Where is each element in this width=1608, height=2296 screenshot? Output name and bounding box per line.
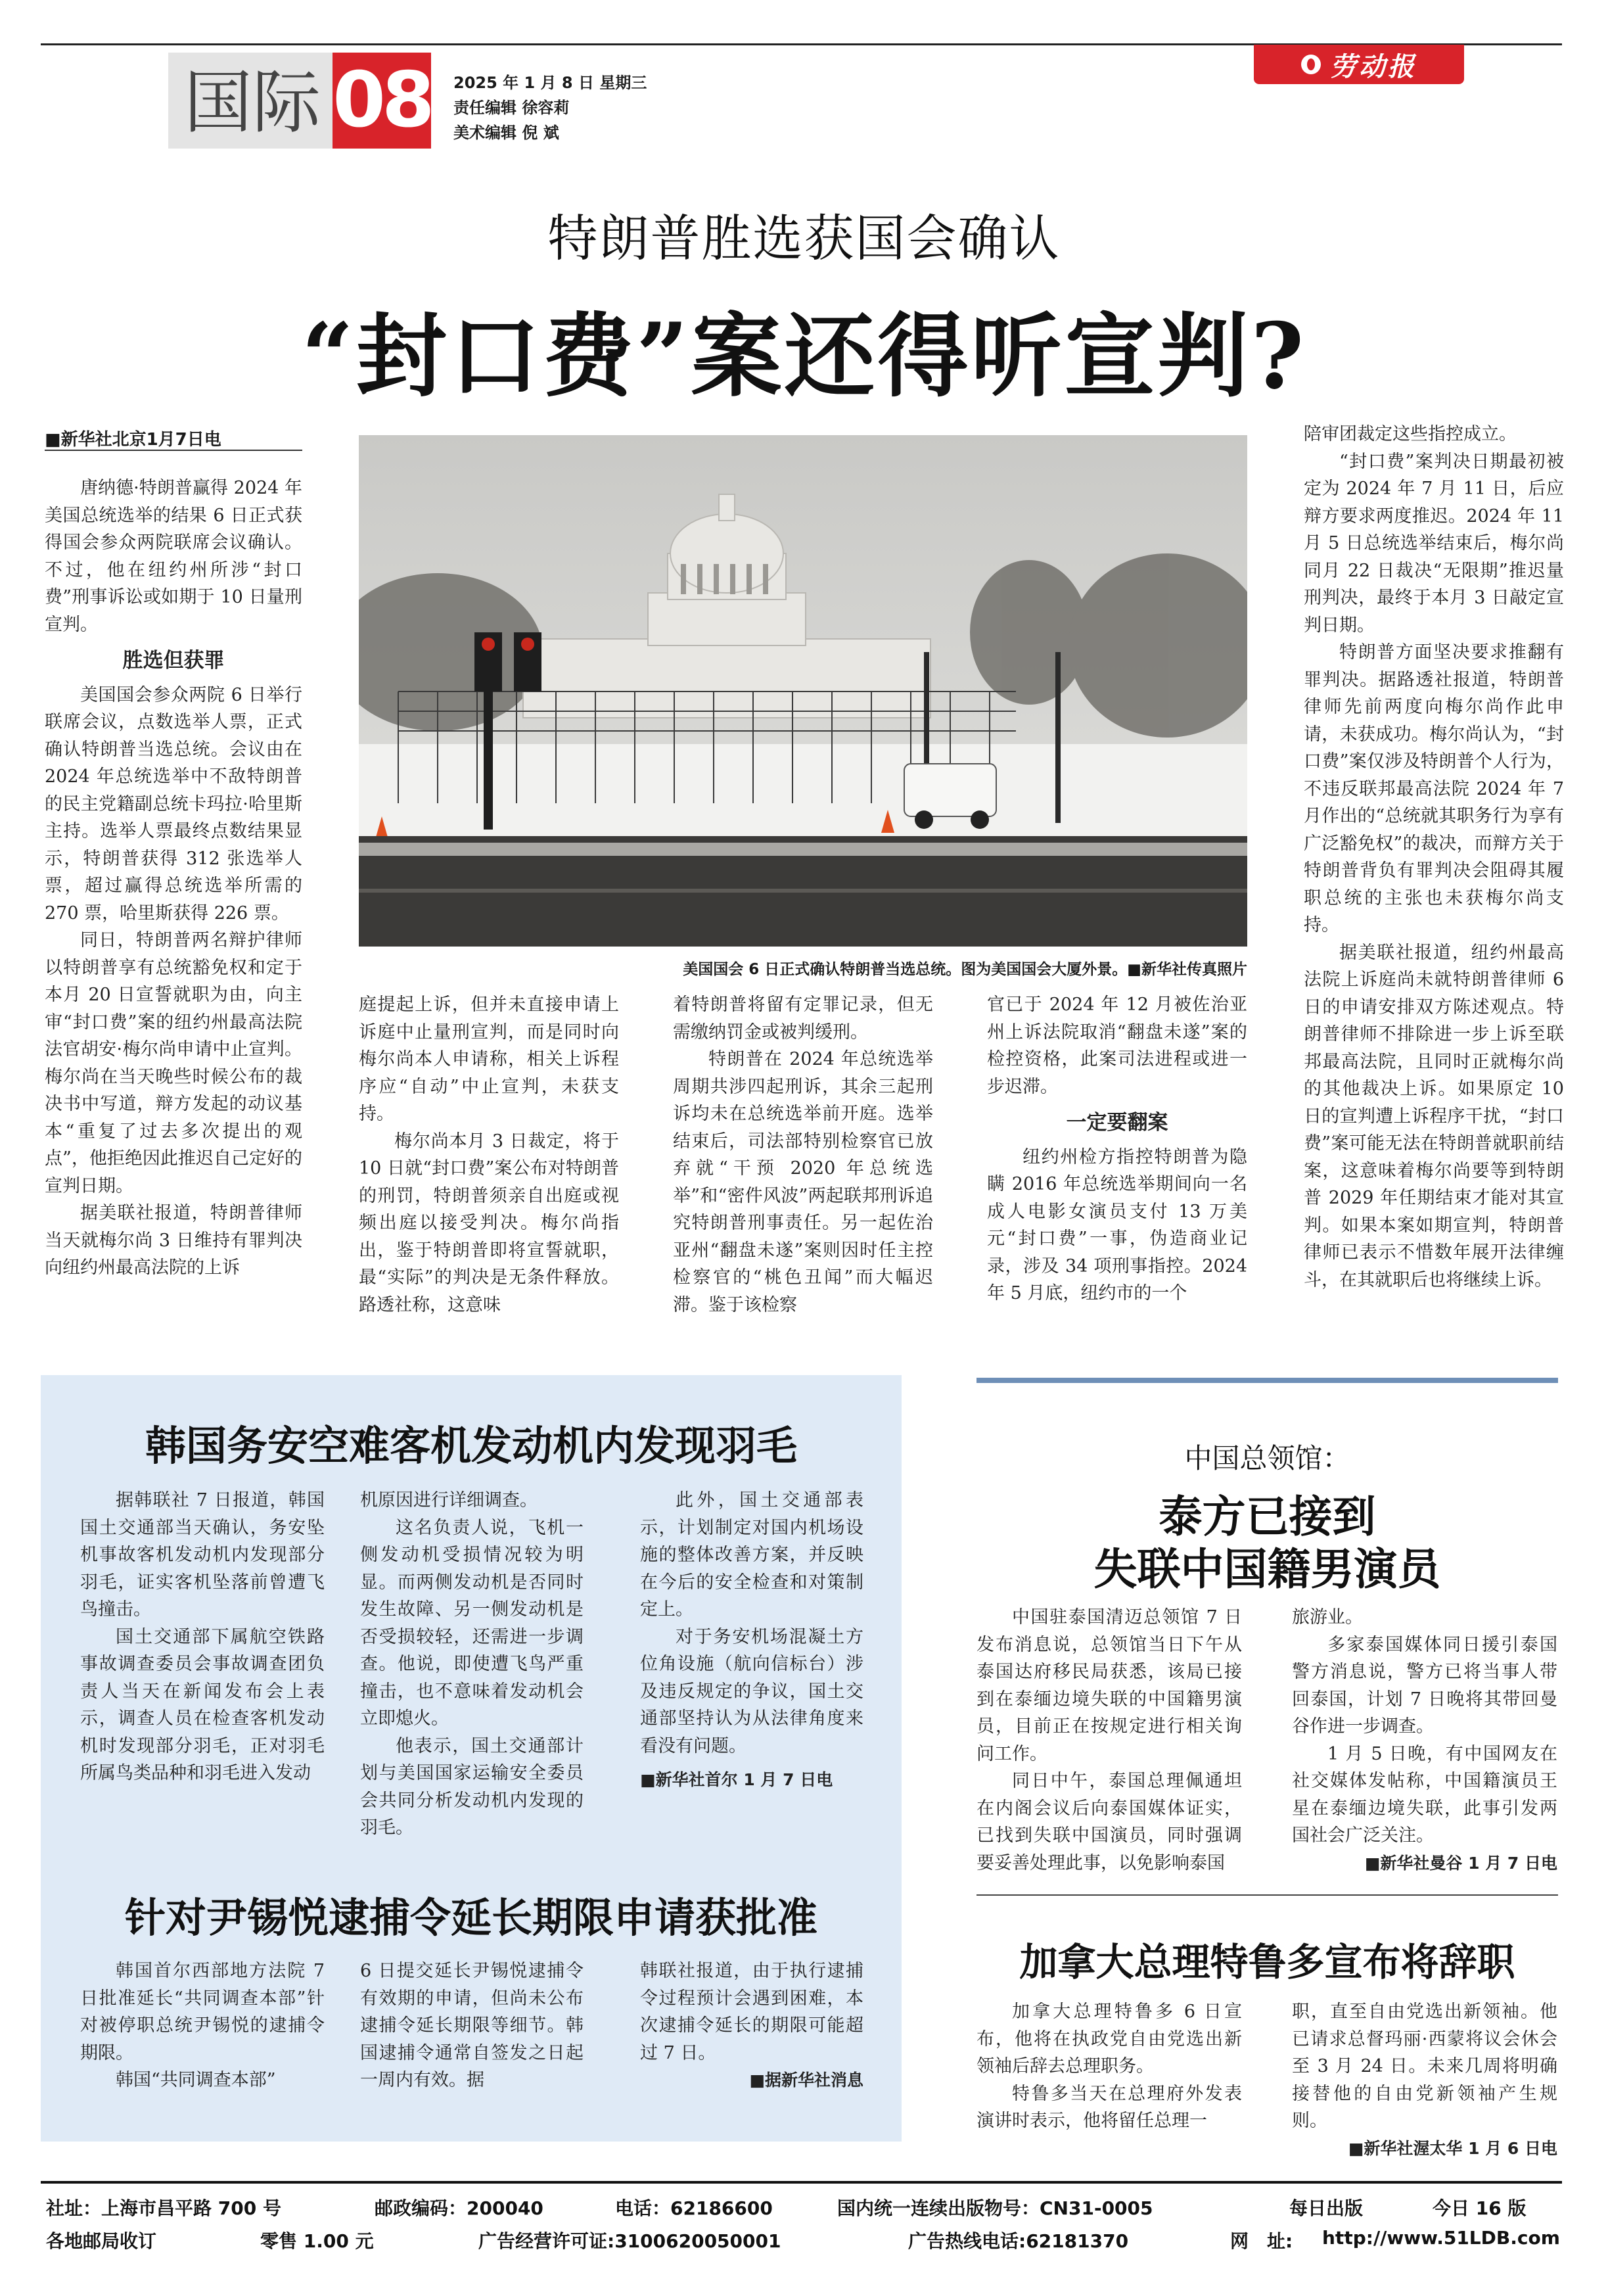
main-paragraph: 美国国会参众两院 6 日举行联席会议，点数选举人票，正式确认特朗普当选总统。会议由在 2024 年总统选举中不敌特朗普的民主党籍副总统卡玛拉·哈里斯主持。选举人票最终点数结果显示，特朗普获得 312 张选举人票，超过赢得总统选举所需的 270 票，哈里斯获得 226 票。 [45, 684, 302, 924]
canada-paragraph: 职，直至自由党选出新领袖。他已请求总督玛丽·西蒙将议会休会至 3 月 24 日。未来几周将明确接替他的自由党新领袖产生规则。 [1292, 2002, 1557, 2131]
footer-website-label: 网 址: [1230, 2230, 1293, 2252]
thai-paragraph: 中国驻泰国清迈总领馆 7 日发布消息说，总领馆当日下午从泰国达府移民局获悉，该局已接到在泰缅边境失联的中国籍男演员，目前正在按规定进行相关询问工作。 [976, 1607, 1242, 1764]
korea-column-3 [640, 1487, 863, 1794]
section-label: 国际 [183, 62, 321, 143]
korea-paragraph: 据韩联社 7 日报道，韩国国土交通部当天确认，务安坠机事故客机发动机内发现部分羽毛，证实客机坠落前曾遭飞鸟撞击。 [80, 1490, 325, 1620]
thai-bottom-rule [976, 1894, 1558, 1896]
yoon-source: ■据新华社消息 [749, 2071, 863, 2090]
footer-pages: 今日 16 版 [1433, 2197, 1527, 2219]
footer-ad-license: 广告经营许可证:3100620050001 [478, 2230, 781, 2252]
masthead [0, 0, 1608, 158]
footer-rule [41, 2181, 1562, 2184]
subheading-2: 一定要翻案 [1066, 1111, 1168, 1135]
main-paragraph: 据美联社报道，特朗普律师当天就梅尔尚 3 日维持有罪判决向纽约州最高法院的上诉 [45, 1203, 302, 1278]
canada-paragraph: 加拿大总理特鲁多 6 日宣布，他将在执政党自由党选出新领袖后辞去总理职务。 [976, 2002, 1242, 2076]
canada-paragraph: 特鲁多当天在总理府外发表演讲时表示，他将留任总理一 [976, 2083, 1242, 2131]
footer-daily: 每日出版 [1289, 2197, 1364, 2219]
thai-paragraph: 多家泰国媒体同日援引泰国警方消息说，警方已将当事人带回泰国，计划 7 日晚将其带回曼谷作进一步调查。 [1292, 1634, 1557, 1737]
canada-column-1 [976, 1998, 1242, 2135]
main-paragraph: 特朗普在 2024 年总统选举周期共涉四起刑诉，其余三起刑诉均未在总统选举前开庭。选举结束后，司法部特别检察官已放弃就“干预 2020 年总统选举”和“密件风波”两起联邦刑诉追究特朗普刑事责任。另一起佐治亚州“翻盘未遂”案则因时任主控检察官的“桃色丑闻”而大幅迟滞。鉴于该检察 [673, 1049, 933, 1315]
photo-caption: 美国国会 6 日正式确认特朗普当选总统。图为美国国会大厦外景。■新华社传真照片 [683, 961, 1247, 978]
korea-paragraph: 这名负责人说，飞机一侧发动机受损情况较为明显。而两侧发动机是否同时发生故障、另一侧发动机是否受损较轻，还需进一步调查。他说，即使遭飞鸟严重撞击，也不意味着发动机会立即熄火。 [360, 1517, 584, 1729]
footer-price: 零售 1.00 元 [260, 2230, 374, 2252]
paper-name: 劳动报 [1330, 51, 1417, 82]
thai-source: ■新华社曼谷 1 月 7 日电 [1364, 1853, 1557, 1873]
canada-source: ■新华社渥太华 1 月 6 日电 [1348, 2138, 1557, 2158]
yoon-paragraph: 韩国首尔西部地方法院 7 日批准延长“共同调查本部”针对被停职总统尹锡悦的逮捕令期限。 [80, 1961, 325, 2063]
thai-paragraph: 旅游业。 [1292, 1607, 1363, 1628]
paper-logo [1254, 45, 1464, 84]
footer [41, 2189, 1562, 2274]
footer-postcode: 邮政编码：200040 [375, 2197, 543, 2219]
canada-column-2 [1292, 1998, 1557, 2162]
main-intro: 唐纳德·特朗普赢得 2024 年美国总统选举的结果 6 日正式获得国会参众两院联席会议确认。不过，他在纽约州所涉“封口费”刑事诉讼或如期于 10 日量刑宣判。 [45, 478, 302, 635]
korea-paragraph: 对于务安机场混凝土方位角设施（航向信标台）涉及违反规定的争议，国土交通部坚持认为从法律角度来看没有问题。 [640, 1626, 863, 1756]
thai-column-2 [1292, 1604, 1557, 1877]
korea-paragraph: 此外，国土交通部表示，计划制定对国内机场设施的整体改善方案，并反映在今后的安全检查和对策制定上。 [640, 1490, 863, 1620]
main-paragraph: 庭提起上诉，但并未直接申请上诉庭中止量刑宣判，而是同时向梅尔尚本人申请称，相关上诉程序应“自动”中止宣判，未获支持。 [359, 995, 619, 1124]
logo-icon [1301, 55, 1321, 74]
korea-paragraph: 国土交通部下属航空铁路事故调查委员会事故调查团负责人当天在新闻发布会上表示，调查人员在检查客机发动机时发现部分羽毛，正对羽毛所属鸟类品种和羽毛进入发动 [80, 1626, 325, 1783]
main-paragraph: 陪审团裁定这些指控成立。 [1304, 424, 1517, 444]
korea-column-1 [80, 1487, 325, 1787]
art-editor-line: 美术编辑 倪 斌 [453, 124, 559, 142]
korea-headline: 韩国务安空难客机发动机内发现羽毛 [145, 1422, 797, 1470]
canada-headline: 加拿大总理特鲁多宣布将辞职 [1019, 1940, 1515, 1984]
main-paragraph: 着特朗普将留有定罪记录，但无需缴纳罚金或被判缓刑。 [673, 995, 933, 1043]
main-paragraph: 纽约州检方指控特朗普为隐瞒 2016 年总统选举期间向一名成人电影女演员支付 13 万美元“封口费”一事，伪造商业记录，涉及 34 项刑事指控。2024 年 5 月底，纽约市的一个 [987, 1146, 1247, 1303]
main-dateline: ■新华社北京1月7日电 [45, 430, 221, 450]
main-paragraph: 官已于 2024 年 12 月被佐治亚州上诉法院取消“翻盘未遂”案的检控资格，此案司法进程或进一步迟滞。 [987, 995, 1247, 1097]
footer-phone: 电话：62186600 [615, 2197, 773, 2219]
thai-headline-line1: 泰方已接到 [1159, 1491, 1376, 1542]
footer-website-link[interactable]: http://www.51LDB.com [1322, 2227, 1560, 2249]
thai-headline-line2: 失联中国籍男演员 [1093, 1543, 1441, 1595]
yoon-headline: 针对尹锡悦逮捕令延长期限申请获批准 [124, 1894, 817, 1942]
main-column-3 [673, 991, 933, 1319]
yoon-column-1 [80, 1957, 325, 2094]
subheading-1: 胜选但获罪 [122, 649, 225, 672]
main-column-2 [359, 991, 619, 1319]
yoon-column-3 [640, 1957, 863, 2094]
korea-paragraph: 他表示，国土交通部计划与美国国家运输安全委员会共同分析发动机内发现的羽毛。 [360, 1735, 584, 1838]
main-paragraph: 特朗普方面坚决要求推翻有罪判决。据路透社报道，特朗普律师先前两度向梅尔尚作此申请，未获成功。梅尔尚认为，“封口费”案仅涉及特朗普个人行为，不违反联邦最高法院 2024 年 7 月作出的“总统就其职务行为享有广泛豁免权”的裁决，而辩方关于特朗普背负有罪判决会阻碍其履职总统的主张也未获梅尔尚支持。 [1304, 642, 1564, 935]
thai-paragraph: 同日中午，泰国总理佩通坦在内阁会议后向泰国媒体证实，已找到失联中国演员，同时强调要妥善处理此事，以免影响泰国 [976, 1771, 1242, 1873]
capitol-photo-graphic [359, 435, 1247, 947]
thai-column-1 [976, 1604, 1242, 1877]
korea-source: ■新华社首尔 1 月 7 日电 [640, 1770, 833, 1789]
main-kicker: 特朗普胜选获国会确认 [547, 209, 1061, 268]
thai-top-rule [976, 1378, 1558, 1383]
korea-paragraph: 机原因进行详细调查。 [360, 1490, 538, 1511]
thai-paragraph: 1 月 5 日晚，有中国网友在社交媒体发帖称，中国籍演员王星在泰缅边境失联，此事引发两国社会广泛关注。 [1292, 1743, 1557, 1846]
korea-column-2 [360, 1487, 584, 1842]
date-line: 2025 年 1 月 8 日 星期三 [453, 74, 647, 92]
yoon-paragraph: 韩联社报道，由于执行逮捕令过程预计会遇到困难，本次逮捕令延长的期限可能超过 7 日。 [640, 1961, 863, 2063]
page-number: 08 [333, 53, 431, 149]
yoon-column-2 [360, 1957, 584, 2094]
capitol-photo [359, 435, 1247, 947]
footer-address: 社址：上海市昌平路 700 号 [46, 2197, 281, 2219]
yoon-paragraph: 6 日提交延长尹锡悦逮捕令有效期的申请，但尚未公布逮捕令延长期限等细节。韩国逮捕令通常自签发之日起一周内有效。据 [360, 1961, 584, 2090]
editor-line: 责任编辑 徐容莉 [453, 99, 570, 117]
footer-cn-number: 国内统一连续出版物号：CN31-0005 [837, 2197, 1153, 2219]
main-paragraph: “封口费”案判决日期最初被定为 2024 年 7 月 11 日，后应辩方要求两度推迟。2024 年 11 月 5 日总统选举结束后，梅尔尚同月 22 日裁决“无限期”推迟量刑判决，最终于本月 3 日敲定宣判日期。 [1304, 451, 1564, 636]
footer-ad-phone: 广告热线电话:62181370 [908, 2230, 1129, 2252]
thai-kicker: 中国总领馆： [1184, 1442, 1350, 1474]
main-column-1 [45, 475, 302, 1282]
footer-post-office: 各地邮局收订 [46, 2230, 157, 2252]
main-column-4 [987, 991, 1247, 1307]
main-paragraph: 据美联社报道，纽约州最高法院上诉庭尚未就特朗普律师 6 日的申请安排双方陈述观点。特朗普律师不排除进一步上诉至联邦最高法院，且同时正就梅尔尚的其他裁决上诉。如果原定 10 日的宣判遭上诉程序干扰，“封口费”案可能无法在特朗普就职前结案，这意味着梅尔尚要等到特朗普 2029 年任期结束才能对其宣判。如果本案如期宣判，特朗普律师已表示不惜数年展开法律缠斗，在其就职后也将继续上诉。 [1304, 942, 1564, 1290]
dateline-rule [45, 450, 302, 451]
main-paragraph: 同日，特朗普两名辩护律师以特朗普享有总统豁免权和定于本月 20 日宣誓就职为由，向主审“封口费”案的纽约州最高法院法官胡安·梅尔尚申请中止宣判。梅尔尚在当天晚些时候公布的裁决书中写道，辩方发起的动议基本“重复了过去多次提出的观点”，他拒绝因此推迟自己定好的宣判日期。 [45, 930, 302, 1196]
main-column-5 [1304, 421, 1564, 1294]
main-headline: “封口费”案还得听宣判? [301, 302, 1307, 410]
main-paragraph: 梅尔尚本月 3 日裁定，将于 10 日就“封口费”案公布对特朗普的刑罚，特朗普须亲自出庭或视频出庭以接受判决。梅尔尚指出，鉴于特朗普即将宣誓就职，最“实际”的判决是无条件释放。路透社称，这意味 [359, 1131, 619, 1315]
yoon-paragraph: 韩国“共同调查本部” [116, 2070, 276, 2090]
